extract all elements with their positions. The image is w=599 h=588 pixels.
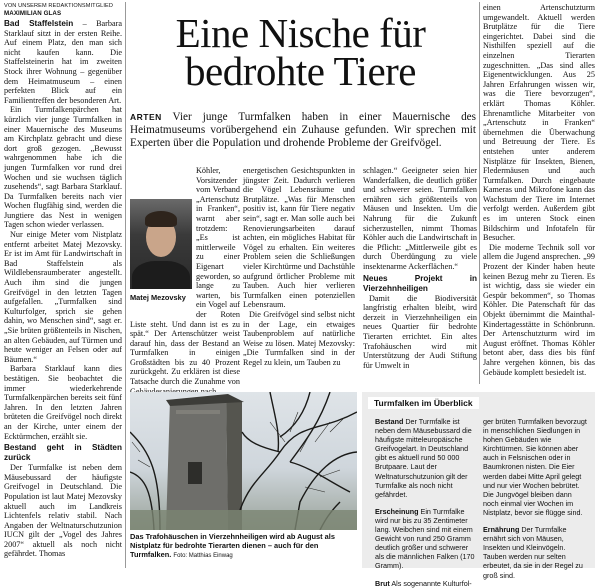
- photo-credit: Foto: Matthias Einwag: [173, 553, 233, 559]
- info-brut-cont: ger brüten Turmfalken bevorzugt in menschlichen Siedlungen in hohen Gebäuden wie Kirchtürmen. Sie können aber auch in Felsnischen oder in Baumkronen nisten. Die Eier werden dabei Mitte April gelegt und nur vier Wochen bebrütet. Die Jungvögel bleiben dann noch einmal vier Wochen im Nistplatz, bevor sie flügge sind.: [483, 417, 587, 517]
- column1-para-5: Der Turmfalke ist neben dem Mäusebussard der häufigste Greifvogel in Deutschland. Die Population ist laut Matej Mezovsky aktuell auch im Landkreis Lichtenfels relativ stabil. Nach Angaben der Weltnaturschutzunion IUCN gilt der „Vogel des Jahres 2007“ aktuell als noch nicht gefährdet. Thomas: [4, 463, 122, 559]
- info-bestand: Bestand Der Turmfalke ist neben dem Mäusebussard die häufigste mitteleuropäische Greifvogelart. In Deutschland gibt es aktuell rund 50 000 Brutpaare. Laut der Weltnaturschutzunion gilt der Turmfalke als noch nicht gefährdet.: [375, 417, 472, 499]
- column5-para-1: einen Artenschutzturm umgewandelt. Aktuell werden Brutplätze für die Tiere eingerichtet. Dabei sind die Nisthilfen speziell auf die einzelnen Tierarten zugeschnitten. „Das sind alles Eigenentwicklungen. Aus 25 Jahren Erfahrungen wissen wir, was die Tiere bevorzugen“, erklärt Thomas Köhler. Ehrenamtliche Mitarbeiter von „Artenschutz in Franken“ übernehmen die Überwachung und Betreuung der Tiere. Es entstehen unter anderem Nistplätze für Insekten, Bienen, Fledermäusen und auch Turmfalken. Durch eingebaute Kameras und Mikrofone kann das Wachstum der Tiere im Internet verfolgt werden. Außerdem gibt es im unteren Stock einen Bildschirm und Infotafeln für Besucher.: [483, 3, 595, 243]
- column-divider: [479, 2, 480, 384]
- column3-para-1: energetischen Gesichtspunkten in jüngster Zeit. Dadurch verlieren die Vögel Lebensräume und Brutplätze. „Was für Menschen positiv ist, kann für Tiere negativ sein“, sagt er. Man solle auch bei Renovierungsarbeiten darauf achten, ein mögliches Habitat für Vögel zu erhalten. Ein weiteres Problem seien die Schließungen vieler Kirchtürme und Dachstühle aufgrund örtlicher Probleme mit Tauben. Auch hier verlieren Turmfalken einen potenziellen Lebensraum.: [243, 166, 355, 310]
- column3-para-2: Die Greifvögel sind selbst nicht in der Lage, ein etwaiges Taubenproblem auf natürliche Weise zu lösen. Matej Mezovsky: „Die Turmfalken sind in der Regel zu klein, um Tauben zu: [243, 309, 355, 367]
- subhead-projekt: Neues Projekt in Vierzehnheiligen: [363, 273, 477, 293]
- column4-para-1: schlagen.“ Geeigneter seien hier Wanderfalken, die deutlich größer und schwerer seien. Turmfalken ernähren sich größtenteils von Mäusen und Insekten. Um die Nahrung für die Zukunft sicherzustellen, nimmt Thomas Köhler auch die Landwirtschaft in die Pflicht: „Mittlerweile gibt es durch Überdüngung zu viele insektenarme Ackerflächen.“: [363, 166, 477, 271]
- article-photo: [130, 392, 357, 530]
- article-column-1: [4, 19, 122, 559]
- column-divider: [125, 2, 126, 568]
- byline-author: MAXIMILIAN GLAS: [4, 10, 62, 17]
- column1-para-1: Bad Staffelstein – Barbara Starklauf sitzt in der ersten Reihe. Auf einem Platz, den man sich nicht kaufen kann. Die Staffelsteinerin hat im zweiten Stock ihrer Wohnung – gegenüber dem Heimatmuseum – einen perfekten Blick auf ein Familientreffen der besonderen Art.: [4, 19, 122, 105]
- info-box-column-1: [375, 417, 476, 588]
- column5-para-2: Die moderne Technik soll vor allem die Jugend ansprechen. „99 Prozent der Kinder haben heute keinen Bezug mehr zu Tieren. Es ist wichtig, dass sie wieder ein Gespür bekommen“, so Thomas Köhler. Die Patenschaft für das Objekt übernimmt die Mainthal-Kindertagesstätte in Schönbrunn. Der Artenschutzturm wird im August eröffnet. Thomas Köhler betont aber, dass dies bis fünf Jahre vergehen können, bis das Gebäude komplett besiedelt ist.: [483, 242, 595, 377]
- subhead-bestand: Bestand geht in Städten zurück: [4, 443, 122, 463]
- info-box-column-2: [483, 417, 587, 580]
- article-column-2: [130, 166, 240, 396]
- byline-source: VON UNSEREM REDAKTIONSMITGLIED: [4, 3, 113, 9]
- portrait-float: [130, 199, 192, 309]
- kicker: ARTEN: [130, 112, 162, 122]
- headline: [128, 10, 473, 94]
- portrait-hair: [145, 211, 177, 227]
- info-box: [362, 392, 595, 588]
- portrait-shoulders: [132, 261, 190, 289]
- column1-para-2: Ein Turmfalkenpärchen hat kürzlich vier junge Turmfalken in einer Mauernische des Museums am Kirchplatz gebracht und diese dort groß gezogen. „Bewusst wahrgenommen habe ich die jungen Turmfalken vor rund drei Wochen und sie wuchsen täglich zusehends“, sagt Barbara Starklauf. Da Turmfalken bereits nach vier Wochen flugfähig sind, werden die Jungtiere das Nest in wenigen Tagen schon wieder verlassen.: [4, 105, 122, 230]
- article-column-4: [363, 166, 477, 370]
- column1-para-4: Barbara Starklauf kann dies bestätigen. Sie beobachtet die immer wiederkehrende Turmfalkenpärchen bereits seit fünf Jahren. In den letzten Jahren brüteten die Greifvögel noch direkt an der Kirche, unter einem der Ecktürmchen, erzählt sie.: [4, 364, 122, 441]
- dateline: Bad Staffelstein: [4, 19, 74, 28]
- article-column-3: [243, 166, 355, 367]
- headline-line-2: bedrohte Tiere: [185, 48, 416, 94]
- lede-text: Vier junge Turmfalken haben in einer Mauernische des Heimatmuseums vorübergehend ein Zuhause gefunden. Wir sprechen mit Experten über die Population und drohende Probleme der Greifvögel.: [130, 111, 476, 150]
- info-ernaehrung: Ernährung Der Turmfalke ernährt sich von Mäusen, Insekten und Kleinvögeln. Tauben werden nur selten erbeutet, da sie in der Regel zu groß sind.: [483, 525, 583, 580]
- info-brut: Brut Als sogenannte Kulturfol-: [375, 578, 472, 588]
- lede: [130, 111, 476, 151]
- photo-caption: [130, 532, 360, 561]
- info-erscheinung: Erscheinung Ein Turmfalke wird nur bis zu 35 Zentimeter lang. Weibchen sind mit einem Gewicht von rund 250 Gramm deutlich größer und schwerer als die männlichen Falken (170 Gramm).: [375, 506, 475, 571]
- info-box-title: Turmfalken im Überblick: [368, 397, 479, 409]
- column1-para-3: Nur einige Meter vom Nistplatz entfernt arbeitet Matej Mezovsky. Er ist im Amt für Landwirtschaft in Bad Staffelstein als Wildlebensraumberater angestellt. Auch ihm sind die jungen Greifvögel in den letzten Tagen aufgefallen. „Turmfalken sind Kulturfolger, sprich sie gehen dahin, wo Menschen sind“, sagt er. „Sie brüten größtenteils in Nischen, an alten Gebäuden, auf Türmen und heute weniger an Felsen oder auf Bäumen.“: [4, 230, 122, 364]
- headline-line-1: Eine Nische für: [175, 10, 426, 56]
- column2-para-1: Köhler, Vorsitzender vom Verband „Artenschutz in Franken“, warnt aber trotzdem: „Es ist mittlerweile zu einer Eigenart geworden, so lange zu warten, bis ein Vogel auf der Roten Liste steht. Und dann ist es zu spät.“ Der Artenschützer weist darauf hin, dass der Bestand an Turmfalken in einigen Großstädten bis zu 40 Prozent zurückgeht. Zu erklären ist diese Tatsache durch die Zunahme von: [130, 166, 240, 387]
- photo-caption-text: Das Trafohäuschen in Vierzehnheiligen wird ab August als Nistplatz für bedrohte Tierarten dienen – auch für den Turmfalken.: [130, 532, 335, 559]
- portrait-caption: Matej Mezovsky: [130, 293, 186, 302]
- photo-scene: [130, 392, 357, 530]
- portrait-photo: [130, 199, 192, 289]
- article-column-5: [483, 3, 595, 377]
- byline: [4, 3, 129, 18]
- column4-para-2: Damit die Biodiversität langfristig erhalten bleibt, wird derzeit in Vierzehnheiligen ein neues Quartier für bedrohte Tierarten errichtet. Ein altes Trafohäuschen wird mit Unterstützung der Audi Stiftung für Umwelt in: [363, 293, 477, 370]
